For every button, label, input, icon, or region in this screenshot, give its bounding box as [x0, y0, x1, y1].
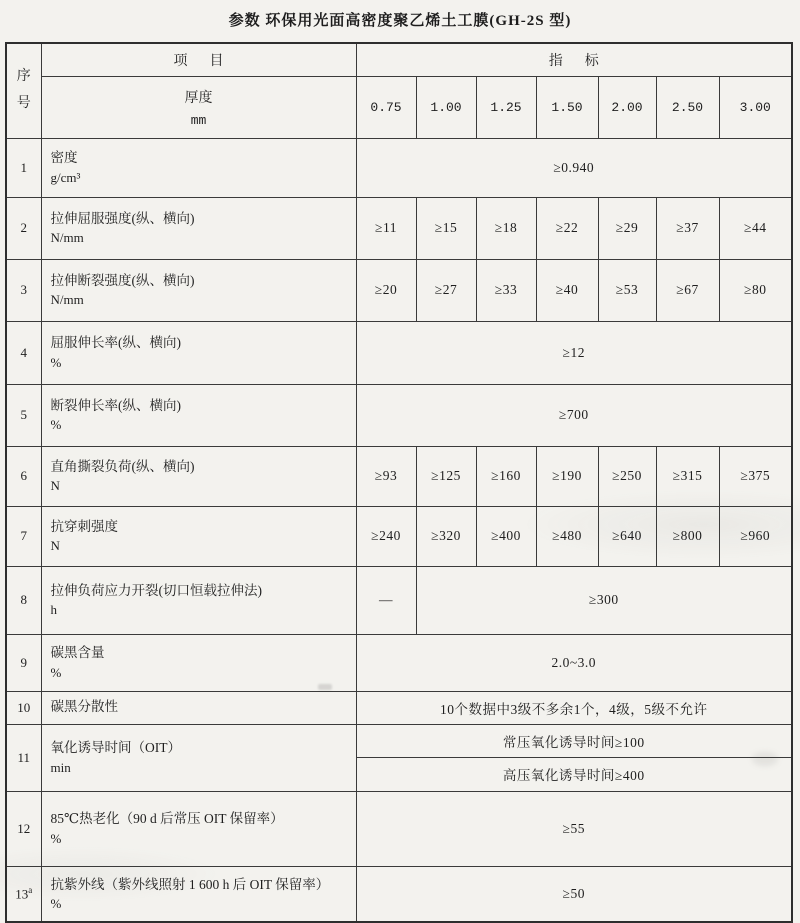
row4-item-unit: %: [50, 354, 62, 370]
row2-item-name: 拉伸屈服强度(纵、横向): [50, 210, 195, 226]
row8-value-span: ≥300: [416, 566, 792, 634]
row5-item-unit: %: [50, 417, 62, 433]
row6-item-unit: N: [50, 478, 60, 494]
row3-item: [41, 259, 356, 321]
row10-seq: 10: [6, 691, 41, 724]
row2-value-2: ≥18: [476, 197, 536, 259]
table-row-7: [6, 506, 792, 566]
row7-value-2: ≥400: [476, 506, 536, 566]
row6-value-4: ≥250: [598, 446, 656, 506]
row8-value-dash: —: [356, 566, 416, 634]
row3-value-0: ≥20: [356, 259, 416, 321]
table-row-12: [6, 791, 792, 866]
row12-item-name: 85℃热老化（90 d 后常压 OIT 保留率）: [50, 811, 284, 827]
thickness-value-2: 1.25: [476, 76, 536, 138]
spec-table: [5, 42, 793, 923]
row5-item: [41, 384, 356, 446]
row3-value-1: ≥27: [416, 259, 476, 321]
row13-footnote-marker: a: [28, 885, 33, 896]
header-row-thickness: [6, 76, 792, 138]
header-row-top: [6, 43, 792, 76]
row6-value-2: ≥160: [476, 446, 536, 506]
row3-value-6: ≥80: [719, 259, 792, 321]
thickness-value-1: 1.00: [416, 76, 476, 138]
row4-item-name: 屈服伸长率(纵、横向): [50, 335, 181, 351]
row6-value-6: ≥375: [719, 446, 792, 506]
row8-item: [41, 566, 356, 634]
row7-value-4: ≥640: [598, 506, 656, 566]
row7-value-6: ≥960: [719, 506, 792, 566]
row2-value-0: ≥11: [356, 197, 416, 259]
row3-value-3: ≥40: [536, 259, 598, 321]
row1-item: [41, 138, 356, 197]
table-row-6: [6, 446, 792, 506]
row2-value-5: ≥37: [656, 197, 719, 259]
row3-item-unit: N/mm: [50, 292, 84, 308]
thickness-label: 厚度: [184, 90, 213, 106]
row6-item-name: 直角撕裂负荷(纵、横向): [50, 458, 195, 474]
table-row-10: [6, 691, 792, 724]
header-seq-label: 序号: [16, 69, 31, 111]
row7-item-name: 抗穿刺强度: [50, 518, 118, 534]
row8-item-name: 拉伸负荷应力开裂(切口恒载拉伸法): [50, 582, 262, 598]
table-row-5: [6, 384, 792, 446]
row1-item-unit: g/cm³: [50, 169, 81, 185]
row11-seq: 11: [6, 724, 41, 791]
row4-item: [41, 321, 356, 384]
row9-item-name: 碳黑含量: [50, 645, 105, 661]
row2-item: [41, 197, 356, 259]
table-row-3: [6, 259, 792, 321]
row1-item-name: 密度: [50, 150, 78, 166]
row7-value-5: ≥800: [656, 506, 719, 566]
row6-value-3: ≥190: [536, 446, 598, 506]
header-index-cell: 指标: [356, 43, 792, 76]
row13-value-span: ≥50: [356, 866, 792, 922]
row6-value-0: ≥93: [356, 446, 416, 506]
row13-seq-number: 13: [15, 886, 29, 902]
row6-item: [41, 446, 356, 506]
table-row-4: [6, 321, 792, 384]
row8-item-unit: h: [50, 602, 57, 618]
row10-item-name: 碳黑分散性: [50, 699, 118, 715]
row3-seq: 3: [6, 259, 41, 321]
thickness-unit: mm: [190, 112, 207, 128]
row9-seq: 9: [6, 634, 41, 691]
row9-item-unit: %: [50, 664, 62, 680]
row11-item: [41, 724, 356, 791]
row3-value-4: ≥53: [598, 259, 656, 321]
thickness-value-3: 1.50: [536, 76, 598, 138]
header-seq-cell: [6, 43, 41, 138]
row10-value-span: 10个数据中3级不多余1个，4级，5级不允许: [356, 691, 792, 724]
row12-item: [41, 791, 356, 866]
table-row-11: [6, 724, 792, 757]
row3-value-2: ≥33: [476, 259, 536, 321]
row1-seq: 1: [6, 138, 41, 197]
row2-value-1: ≥15: [416, 197, 476, 259]
row9-item: [41, 634, 356, 691]
row11-item-unit: min: [50, 759, 71, 775]
row12-item-unit: %: [50, 830, 62, 846]
row4-seq: 4: [6, 321, 41, 384]
row6-value-1: ≥125: [416, 446, 476, 506]
row5-seq: 5: [6, 384, 41, 446]
row1-value-span: ≥0.940: [356, 138, 792, 197]
row6-seq: 6: [6, 446, 41, 506]
row7-value-3: ≥480: [536, 506, 598, 566]
row2-value-3: ≥22: [536, 197, 598, 259]
row13-item: [41, 866, 356, 922]
row4-value-span: ≥12: [356, 321, 792, 384]
row2-seq: 2: [6, 197, 41, 259]
row7-item: [41, 506, 356, 566]
row13-seq: [6, 866, 41, 922]
row3-item-name: 拉伸断裂强度(纵、横向): [50, 272, 195, 288]
row2-value-6: ≥44: [719, 197, 792, 259]
row5-item-name: 断裂伸长率(纵、横向): [50, 397, 181, 413]
row10-item: [41, 691, 356, 724]
table-row-2: [6, 197, 792, 259]
row13-item-unit: %: [50, 895, 62, 911]
header-item-cell: 项目: [41, 43, 356, 76]
row11-value-bottom: 高压氧化诱导时间≥400: [356, 757, 792, 791]
thickness-value-4: 2.00: [598, 76, 656, 138]
row12-value-span: ≥55: [356, 791, 792, 866]
row7-item-unit: N: [50, 538, 60, 554]
row2-value-4: ≥29: [598, 197, 656, 259]
table-row-1: [6, 138, 792, 197]
table-row-13: [6, 866, 792, 922]
row11-value-top: 常压氧化诱导时间≥100: [356, 724, 792, 757]
row7-value-1: ≥320: [416, 506, 476, 566]
row7-seq: 7: [6, 506, 41, 566]
row5-value-span: ≥700: [356, 384, 792, 446]
page-title: 参数 环保用光面高密度聚乙烯土工膜(GH-2S 型): [228, 13, 572, 29]
row6-value-5: ≥315: [656, 446, 719, 506]
header-thickness-cell: [41, 76, 356, 138]
row12-seq: 12: [6, 791, 41, 866]
row7-value-0: ≥240: [356, 506, 416, 566]
row13-item-name: 抗紫外线（紫外线照射 1 600 h 后 OIT 保留率）: [50, 876, 330, 892]
row2-item-unit: N/mm: [50, 230, 84, 246]
thickness-value-5: 2.50: [656, 76, 719, 138]
table-row-8: [6, 566, 792, 634]
table-row-9: [6, 634, 792, 691]
thickness-value-0: 0.75: [356, 76, 416, 138]
row11-item-name: 氧化诱导时间（OIT）: [50, 740, 181, 756]
row3-value-5: ≥67: [656, 259, 719, 321]
thickness-value-6: 3.00: [719, 76, 792, 138]
row8-seq: 8: [6, 566, 41, 634]
row9-value-span: 2.0~3.0: [356, 634, 792, 691]
